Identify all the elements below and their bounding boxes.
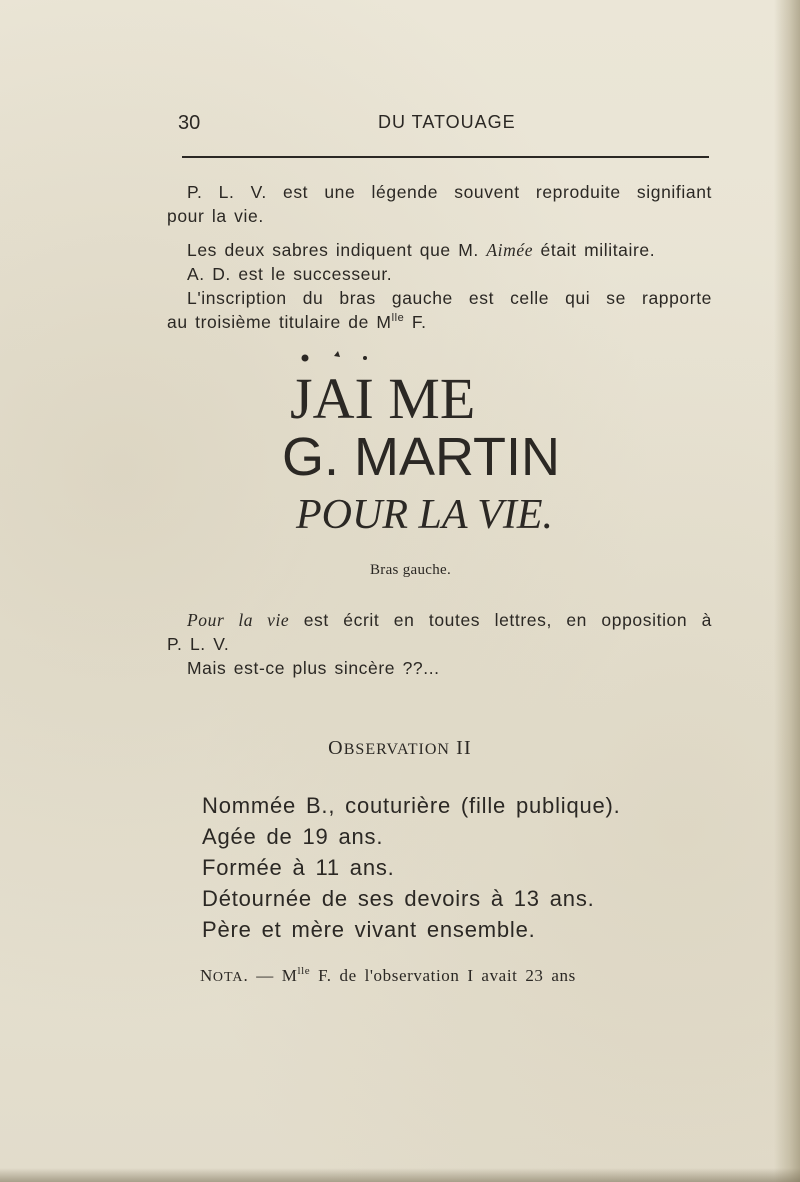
observation-line: Père et mère vivant ensemble.	[202, 917, 536, 942]
observation-heading: OBSERVATION II	[328, 737, 472, 759]
commentary-line-2: P. L. V.	[167, 634, 230, 654]
nota-line: NOTA. — $M^{lle}$ F. de l'observation I avait 23 ans	[200, 965, 576, 985]
observation-line: Détournée de ses devoirs à 13 ans.	[202, 886, 595, 911]
header-rule	[182, 156, 709, 158]
running-head: DU TATOUAGE	[378, 112, 516, 132]
observation-line: Agée de 19 ans.	[202, 824, 384, 849]
paragraph-2: Les deux sabres indiquent que M. Aimée était militaire.	[187, 240, 656, 260]
commentary-line-3: Mais est-ce plus sincère ??...	[187, 658, 440, 678]
tattoo-line-1: JAI ME	[290, 366, 476, 431]
page-bottom-shadow	[0, 1168, 800, 1182]
paragraph-4-line-2: au troisième titulaire de $M^{lle}$ F.	[167, 312, 427, 332]
page-number: 30	[178, 112, 201, 134]
tattoo-line-2: G. MARTIN	[282, 427, 561, 487]
figure-caption: Bras gauche.	[370, 562, 452, 578]
name-aimee: Aimée	[486, 240, 534, 260]
tattoo-line-3: POUR LA VIE.	[296, 492, 554, 538]
page-header	[178, 112, 708, 142]
tattoo-inscription	[270, 350, 600, 550]
paragraph-1-line-2: pour la vie.	[167, 206, 264, 226]
paragraph-3: A. D. est le successeur.	[187, 264, 393, 284]
commentary-line-1: Pour la vie est écrit en toutes lettres, en opposition à	[187, 610, 712, 630]
observation-line: Nommée B., couturière (fille publique).	[202, 793, 621, 818]
observation-line: Formée à 11 ans.	[202, 855, 395, 880]
paragraph-1-line-1: P. L. V. est une légende souvent reproduite signifiant	[187, 182, 712, 202]
page-edge-shadow	[774, 0, 800, 1182]
paragraph-4-line-1: L'inscription du bras gauche est celle qui se rapporte	[187, 288, 712, 308]
tattoo-drawing	[270, 350, 600, 550]
